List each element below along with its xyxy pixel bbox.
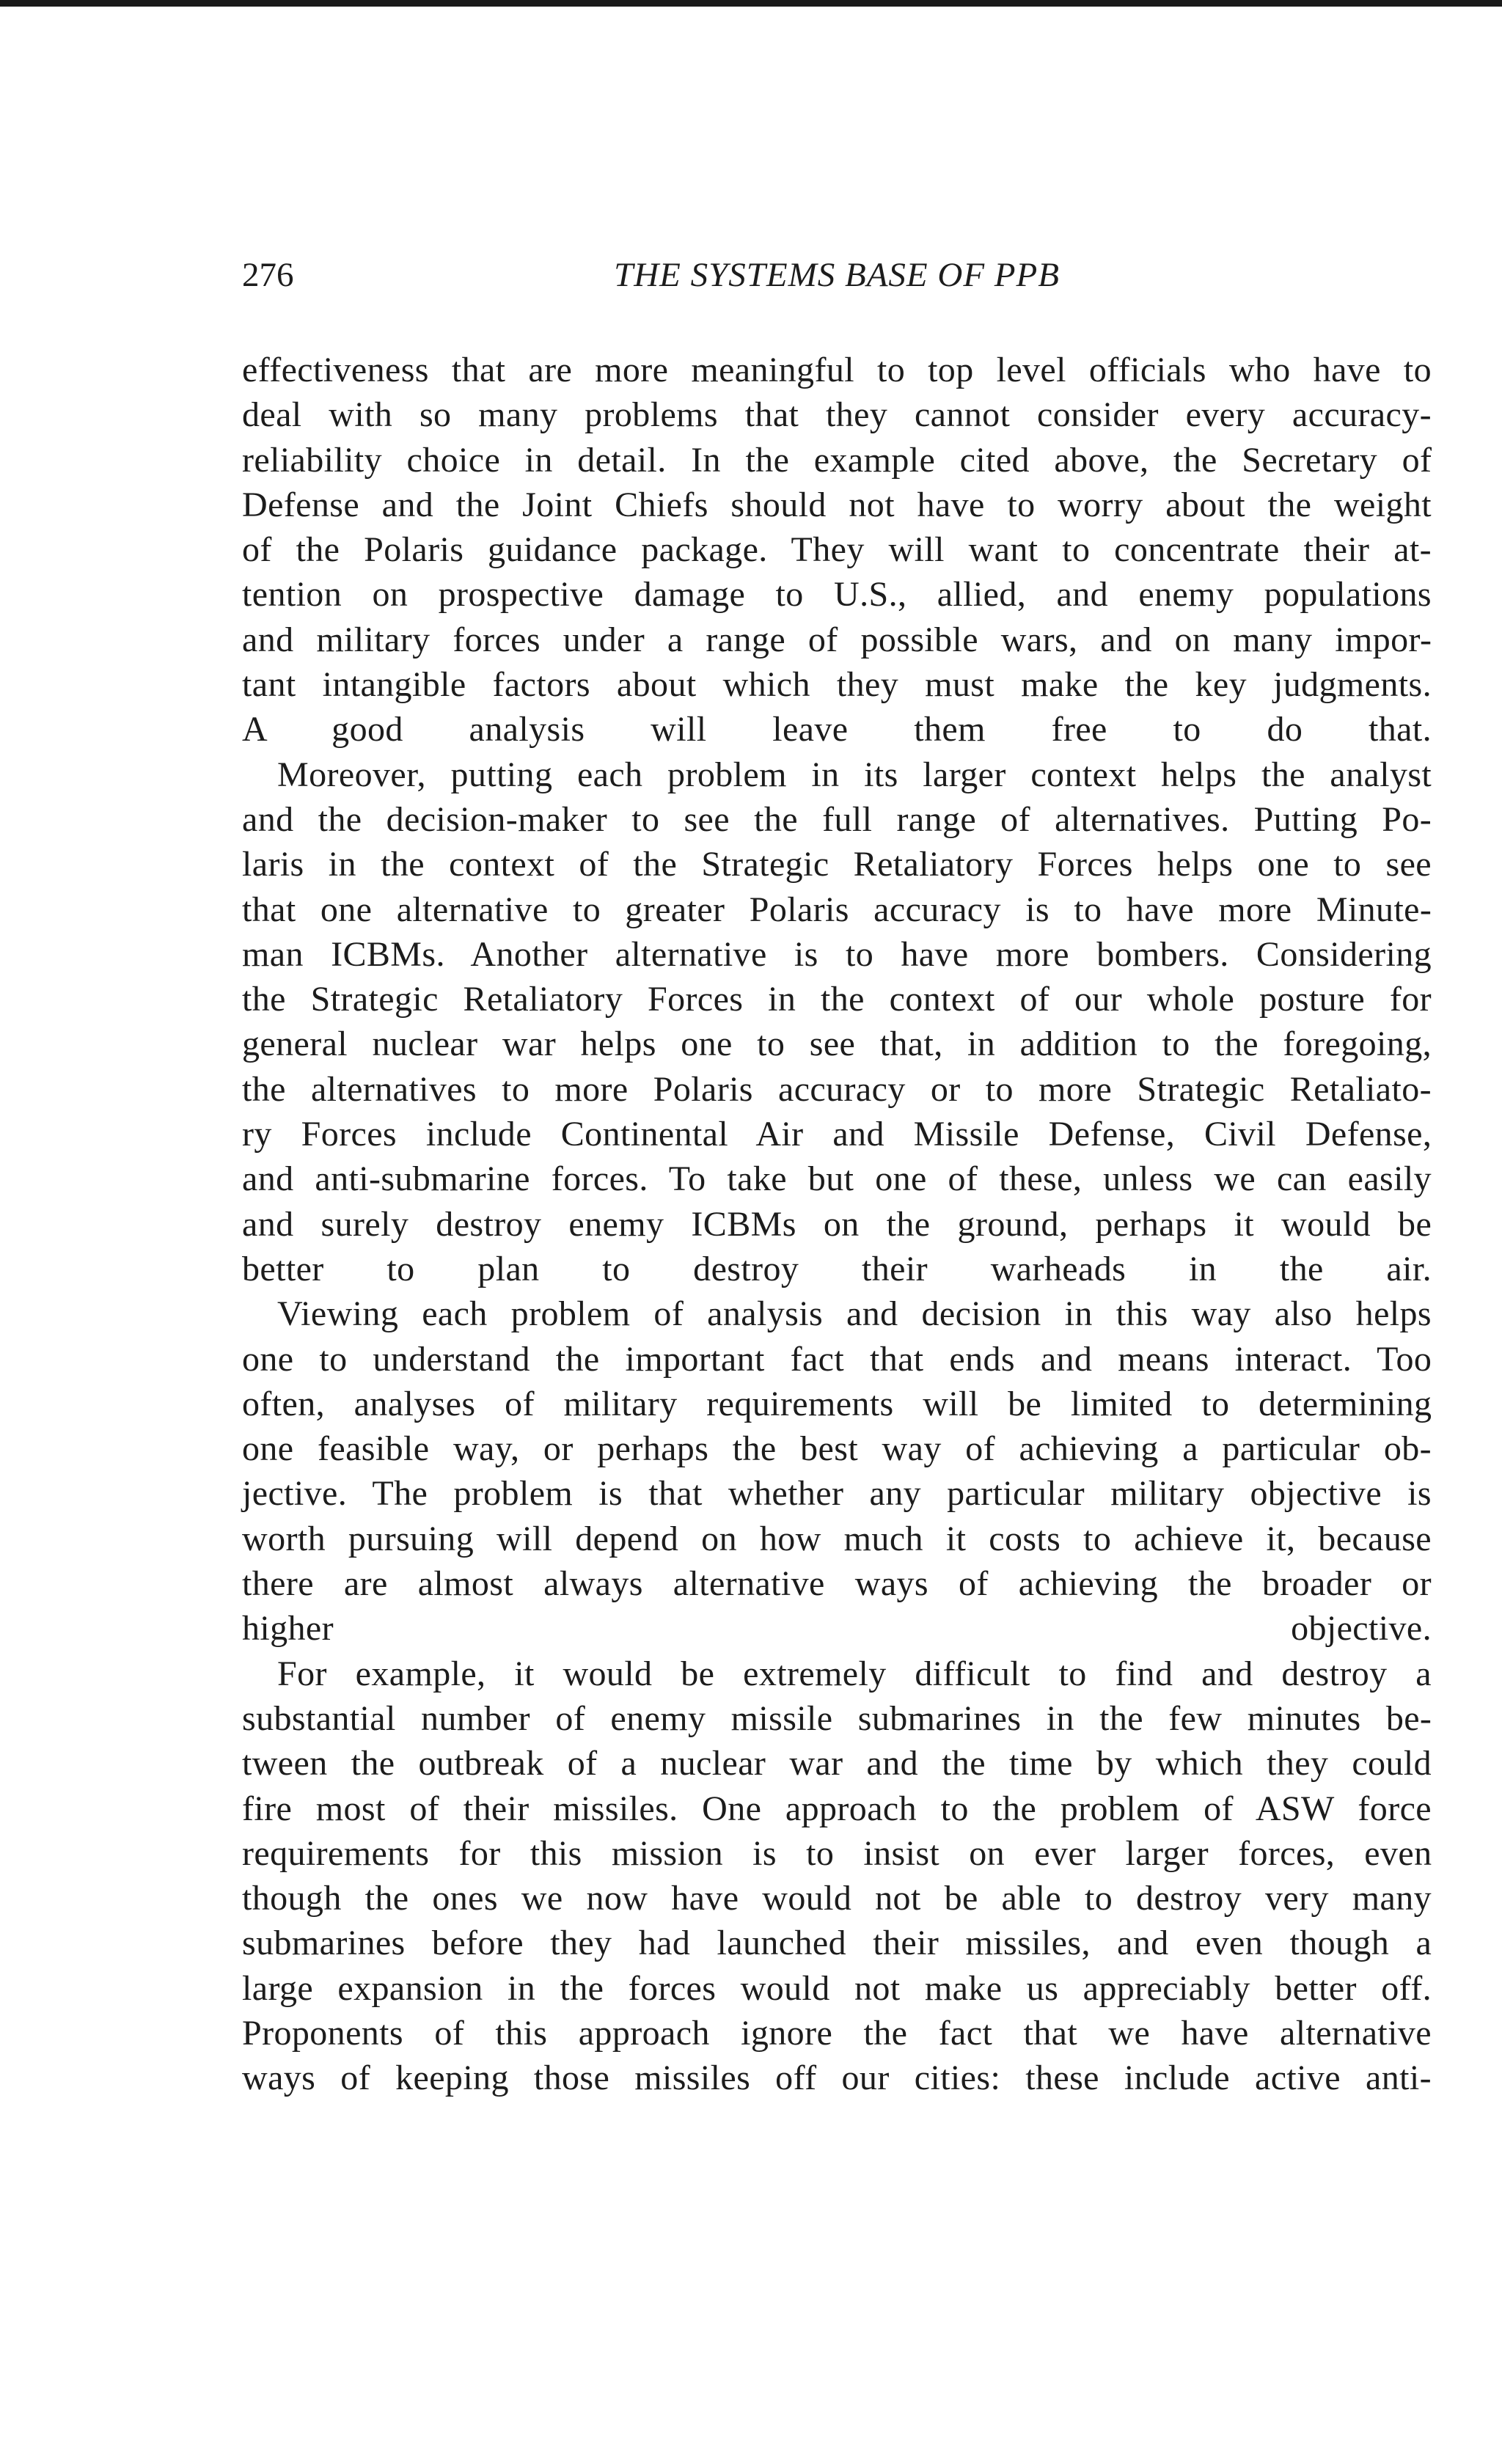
text-line: A good analysis will leave them free to do that.	[242, 710, 1432, 749]
paragraph	[242, 348, 1432, 752]
text-line: and the decision-maker to see the full range of alternatives. Putting Po-	[242, 799, 1432, 839]
text-line: better to plan to destroy their warheads in the air.	[242, 1249, 1432, 1288]
text-line: and anti-submarine forces. To take but one of these, unless we can easily	[242, 1159, 1432, 1199]
text-line: and military forces under a range of possible wars, and on many impor-	[242, 620, 1432, 659]
text-line: general nuclear war helps one to see that, in addition to the foregoing,	[242, 1024, 1432, 1064]
text-line: tention on prospective damage to U.S., allied, and enemy populations	[242, 575, 1432, 615]
text-line: For example, it would be extremely difficult to find and destroy a	[277, 1654, 1432, 1693]
book-page	[242, 249, 1432, 2101]
text-line: requirements for this mission is to insist on ever larger forces, even	[242, 1833, 1432, 1873]
text-line: submarines before they had launched their missiles, and even though a	[242, 1924, 1432, 1963]
text-line: higher objective.	[242, 1609, 1432, 1649]
running-head	[242, 249, 1432, 301]
text-line: Defense and the Joint Chiefs should not have to worry about the weight	[242, 485, 1432, 524]
text-line: Proponents of this approach ignore the fact that we have alternative	[242, 2013, 1432, 2053]
text-line: deal with so many problems that they cannot consider every accuracy-	[242, 395, 1432, 435]
page-number: 276	[242, 256, 294, 294]
text-line: Viewing each problem of analysis and decision in this way also helps	[277, 1294, 1432, 1334]
text-line: Moreover, putting each problem in its larger context helps the analyst	[277, 755, 1432, 794]
running-title: THE SYSTEMS BASE OF PPB	[614, 256, 1060, 294]
top-border-rule	[0, 0, 1502, 7]
text-line: the Strategic Retaliatory Forces in the context of our whole posture for	[242, 980, 1432, 1019]
text-line: tant intangible factors about which they must make the key judgments.	[242, 665, 1432, 705]
text-line: effectiveness that are more meaningful to top level officials who have to	[242, 351, 1432, 389]
text-line: of the Polaris guidance package. They will want to concentrate their at-	[242, 530, 1432, 570]
text-line: that one alternative to greater Polaris accuracy is to have more Minute-	[242, 890, 1432, 929]
text-line: there are almost always alternative ways of achieving the broader or	[242, 1564, 1432, 1604]
text-line: large expansion in the forces would not make us appreciably better off.	[242, 1968, 1432, 2008]
text-line: substantial number of enemy missile submarines in the few minutes be-	[242, 1698, 1432, 1738]
text-line: laris in the context of the Strategic Retaliatory Forces helps one to see	[242, 845, 1432, 884]
paragraph	[242, 1651, 1432, 2101]
text-line: often, analyses of military requirements will be limited to determining	[242, 1384, 1432, 1423]
text-line: worth pursuing will depend on how much it costs to achieve it, because	[242, 1519, 1432, 1558]
text-line: one feasible way, or perhaps the best way of achieving a particular ob-	[242, 1429, 1432, 1469]
text-line: man ICBMs. Another alternative is to have more bombers. Considering	[242, 934, 1432, 974]
text-line: though the ones we now have would not be able to destroy very many	[242, 1879, 1432, 1918]
text-line: the alternatives to more Polaris accuracy or to more Strategic Retaliato-	[242, 1069, 1432, 1109]
body-text	[242, 348, 1432, 2101]
paragraph	[242, 1291, 1432, 1651]
text-line: jective. The problem is that whether any particular military objective is	[242, 1474, 1432, 1514]
text-line: and surely destroy enemy ICBMs on the ground, perhaps it would be	[242, 1204, 1432, 1244]
text-line: reliability choice in detail. In the example cited above, the Secretary of	[242, 440, 1432, 480]
paragraph	[242, 752, 1432, 1292]
text-line: ways of keeping those missiles off our cities: these include active anti-	[242, 2058, 1432, 2098]
text-line: one to understand the important fact that ends and means interact. Too	[242, 1339, 1432, 1379]
text-line: tween the outbreak of a nuclear war and the time by which they could	[242, 1744, 1432, 1783]
text-line: fire most of their missiles. One approach to the problem of ASW force	[242, 1789, 1432, 1828]
text-line: ry Forces include Continental Air and Missile Defense, Civil Defense,	[242, 1115, 1432, 1154]
